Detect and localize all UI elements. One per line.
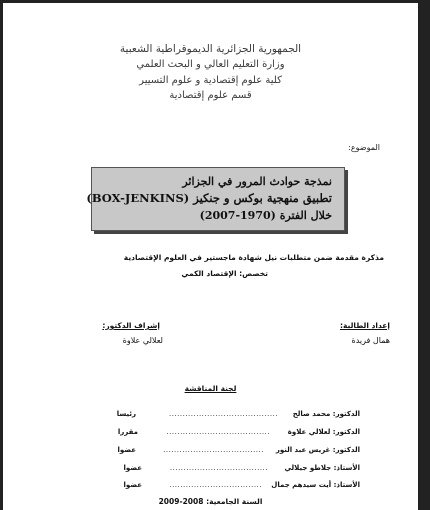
committee-title-text: لجنة المناقشة [184,384,237,393]
member-role: مقررا [117,428,138,436]
title-line-2: تطبيق منهجية بوكس و جنكيز (BOX-JENKINS) [86,191,332,205]
committee-title [3,384,418,393]
member-name: الدكتور: لعلالي علاوة [287,428,360,436]
member-dots: ...................................... [166,428,270,436]
member-name: الأستاذ: جلاطو جيلالي [284,464,360,472]
header-republic: الجمهورية الجزائرية الديموقراطية الشعبية [119,43,302,55]
title-box [86,167,345,231]
prepared-by-label: إعداد الطالبة: [340,321,390,330]
subject-label: الموضوع: [348,143,380,152]
document-page [3,3,418,510]
memo-statement: مذكرة مقدمة ضمن متطلبات نيل شهادة ماجستير في العلوم الإقتصادية [123,253,384,262]
member-role: رئيسا [116,410,136,418]
member-dots: .................................... [169,464,268,472]
committee-member [60,428,360,440]
supervisor-label: إشراف الدكتور: [102,321,160,330]
specialization: تخصص: الإقتصاد الكمي [181,269,268,278]
member-name: الأستاذ: أيت سيدهم جمال [271,481,360,489]
committee-member [60,446,360,458]
member-dots: .................................. [169,481,262,489]
member-dots: ..................................... [163,446,264,454]
committee-member [60,410,360,422]
title-line-1: نمذجة حوادث المرور في الجزائر [182,175,332,188]
title-line-3: خلال الفترة (1970-2007) [199,209,332,222]
academic-year: السنة الجامعية: 2008-2009 [158,497,263,506]
supervisor-name: لعلالي علاوة [122,336,163,345]
member-name: الدكتور: غريس عبد النور [275,446,360,454]
header-department: قسم علوم إقتصادية [169,90,252,101]
student-name: همال فريدة [351,336,390,345]
member-dots: ........................................ [168,410,278,418]
header-faculty: كلية علوم إقتصادية و علوم التسيير [139,75,282,86]
committee-member [60,481,360,493]
member-role: عضوا [123,481,142,489]
header-ministry: وزارة التعليم العالي و البحث العلمي [136,59,285,70]
member-name: الدكتور: محمد صالح [292,410,360,418]
member-role: عضوا [123,464,142,472]
member-role: عضوا [117,446,136,454]
committee-member [60,464,360,476]
